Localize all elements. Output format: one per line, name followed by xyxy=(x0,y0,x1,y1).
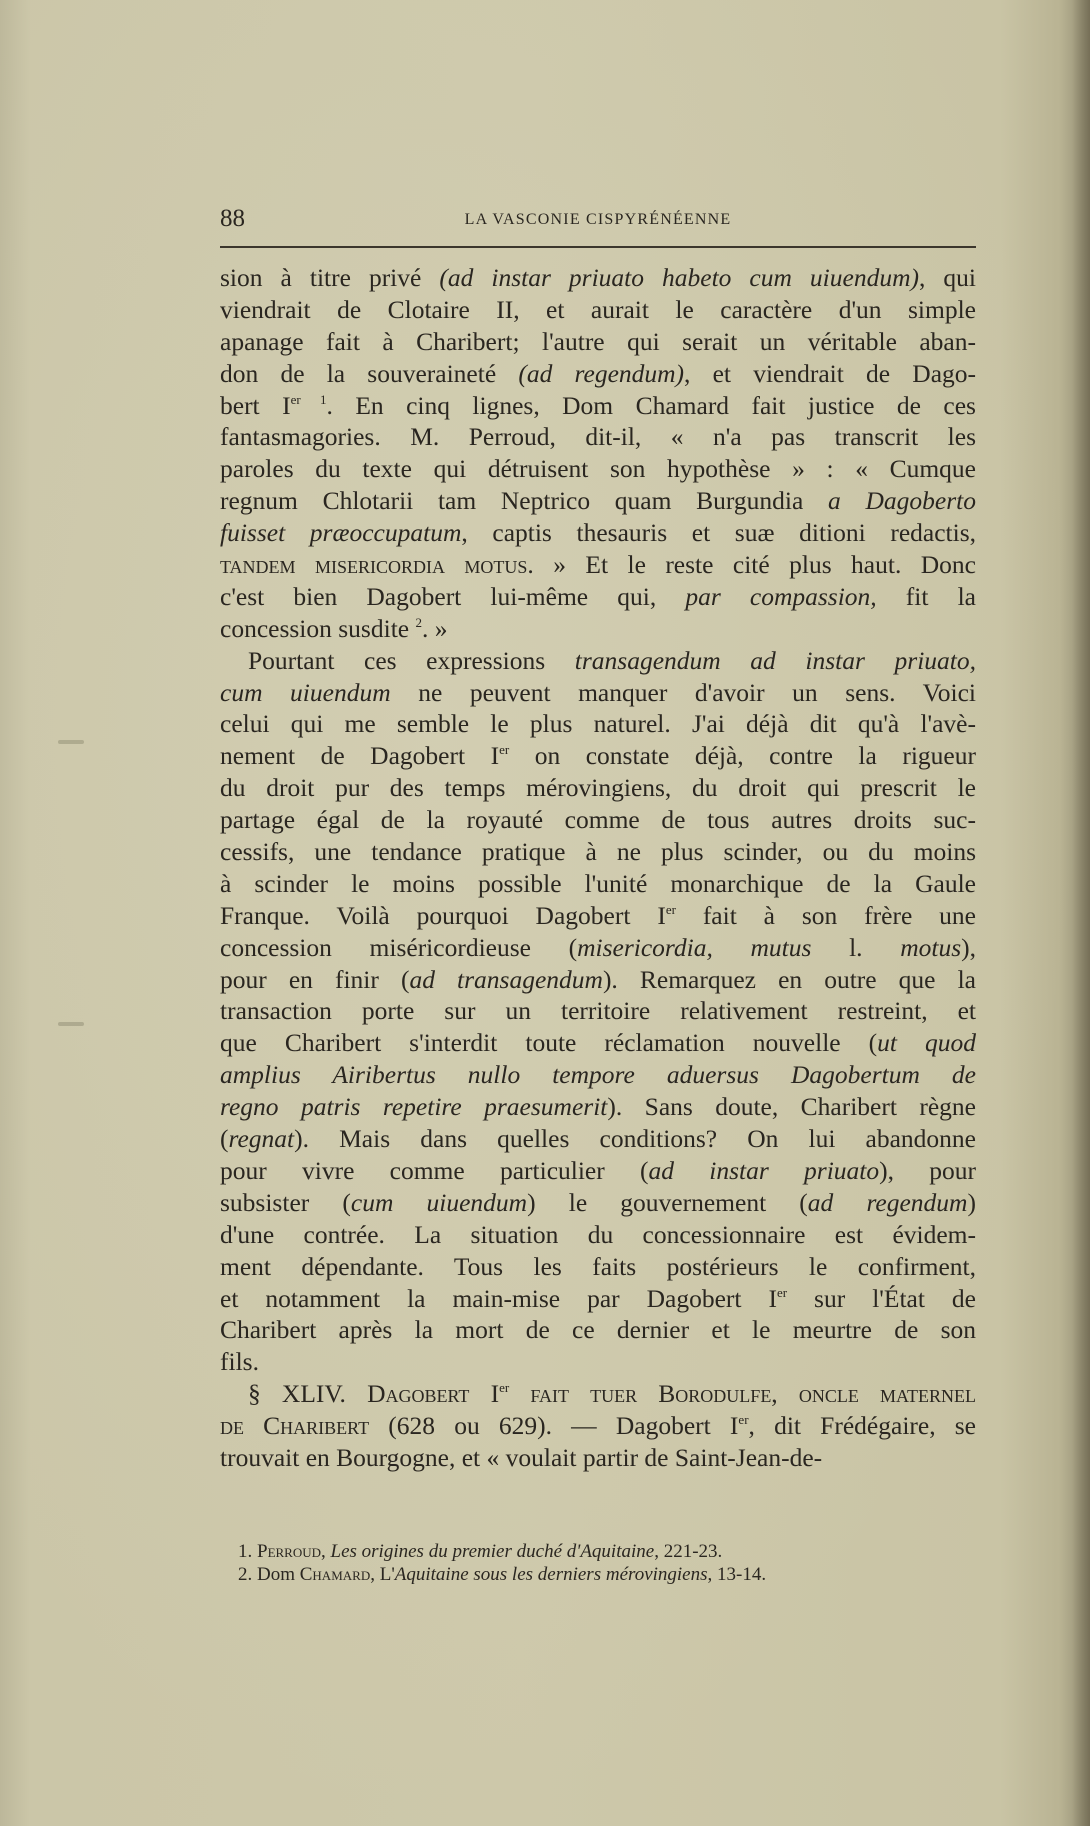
margin-mark xyxy=(58,740,84,744)
italic-text: ut quod xyxy=(877,1028,976,1058)
text-line xyxy=(220,294,976,326)
text-run: ne peuvent manquer d'avoir un sens. Voici xyxy=(390,677,976,707)
text-run: paroles du texte qui détruisent son hypothèse » : « Cumque xyxy=(220,454,976,484)
text-line xyxy=(220,326,976,358)
text-line xyxy=(220,1378,976,1410)
text-line xyxy=(220,900,976,932)
text-run: partage égal de la royauté comme de tous autres droits suc- xyxy=(220,805,976,835)
text-run: don de la souveraineté xyxy=(220,358,519,388)
text-run: , 221-23. xyxy=(654,1541,723,1562)
text-run: ). Mais dans quelles conditions? On lui abandonne xyxy=(294,1124,976,1154)
italic-text: ad regendum xyxy=(807,1187,968,1217)
text-run: , L' xyxy=(370,1564,395,1585)
italic-text: transagendum ad instar priuato, xyxy=(574,645,976,675)
text-line xyxy=(220,804,976,836)
superscript: er 1 xyxy=(290,391,327,407)
text-line xyxy=(220,1187,976,1219)
text-line xyxy=(220,740,976,772)
italic-text: ad instar priuato xyxy=(648,1155,880,1185)
text-line xyxy=(220,262,976,294)
text-run: 2. Dom xyxy=(238,1564,300,1585)
text-run: et notamment la main-mise par Dagobert I xyxy=(220,1283,777,1313)
text-run: trouvait en Bourgogne, et « voulait partir de Saint-Jean-de- xyxy=(220,1442,823,1472)
text-run: Charibert après la mort de ce dernier et le meurtre de son xyxy=(220,1315,976,1345)
body-text xyxy=(220,262,976,1474)
text-run: , et viendrait de Dago- xyxy=(684,358,977,388)
page-header xyxy=(220,205,976,235)
italic-text: amplius Airibertus nullo tempore aduersus Dagobertum de xyxy=(220,1060,976,1090)
text-run: subsister ( xyxy=(220,1187,351,1217)
superscript: er xyxy=(738,1412,749,1428)
superscript: 2 xyxy=(415,614,422,630)
text-run: fit la xyxy=(876,581,976,611)
text-run: ) xyxy=(967,1187,976,1217)
small-caps-text: tandem misericordia motus. xyxy=(220,550,534,580)
text-run: , qui xyxy=(919,263,976,292)
text-line xyxy=(220,581,976,613)
text-run: ). Sans doute, Charibert règne xyxy=(607,1092,976,1122)
text-run: regnum Chlotarii tam Neptrico quam Burgundia xyxy=(220,486,829,516)
text-run: Pourtant ces expressions xyxy=(248,645,575,675)
text-line xyxy=(220,1123,976,1155)
text-line xyxy=(220,836,976,868)
text-line xyxy=(220,645,976,677)
text-line xyxy=(220,677,976,709)
text-line xyxy=(220,1314,976,1346)
text-run: cessifs, une tendance pratique à ne plus scinder, ou du moins xyxy=(220,837,976,867)
italic-text: fuisset præoccupatum xyxy=(220,518,462,548)
text-run: , captis thesauris et suæ ditioni redactis, xyxy=(461,518,976,548)
italic-text: regnat xyxy=(228,1124,295,1154)
italic-text: misericordia, mutus xyxy=(577,932,812,962)
text-line xyxy=(220,613,976,645)
small-caps-text: de Charibert xyxy=(220,1411,370,1441)
italic-text: regno patris repetire praesumerit xyxy=(220,1092,608,1122)
text-run: à scinder le moins possible l'unité monarchique de la Gaule xyxy=(220,868,976,898)
text-run: bert I xyxy=(220,390,291,420)
footnote xyxy=(232,1563,972,1586)
text-line xyxy=(220,708,976,740)
text-line xyxy=(220,549,976,581)
small-caps-text: Perroud xyxy=(257,1541,322,1562)
italic-text: par compassion, xyxy=(685,581,877,611)
text-line xyxy=(220,517,976,549)
superscript: er xyxy=(665,901,676,917)
text-run: ), pour xyxy=(879,1155,976,1185)
italic-text: cum uiuendum xyxy=(220,677,391,707)
text-line xyxy=(220,1091,976,1123)
text-line xyxy=(220,1155,976,1187)
text-run: ). Remarquez en outre que la xyxy=(602,964,976,994)
italic-text: cum uiuendum xyxy=(350,1187,528,1217)
text-line xyxy=(220,1219,976,1251)
margin-mark xyxy=(58,1022,84,1026)
footnotes xyxy=(232,1540,972,1586)
text-run: celui qui me semble le plus naturel. J'ai déjà dit qu'à l'avè- xyxy=(220,709,976,739)
italic-text: ad transagendum xyxy=(409,964,603,994)
text-run: , dit Frédégaire, se xyxy=(748,1411,977,1441)
text-run: 1. xyxy=(238,1541,257,1562)
footnote xyxy=(232,1540,972,1563)
text-line xyxy=(220,868,976,900)
text-run: § XLIV. xyxy=(248,1379,368,1409)
binding-shadow xyxy=(1072,0,1090,1826)
text-line xyxy=(220,932,976,964)
text-run: , 13-14. xyxy=(707,1564,767,1585)
text-run: nement de Dagobert I xyxy=(220,741,500,771)
text-run: c'est bien Dagobert lui-même qui, xyxy=(220,581,686,611)
text-line xyxy=(220,1059,976,1091)
superscript: er xyxy=(499,1380,510,1396)
text-line xyxy=(220,995,976,1027)
text-run: l. xyxy=(811,932,901,962)
superscript: er xyxy=(499,742,510,758)
italic-text: a Dagoberto xyxy=(828,486,976,516)
text-run: , xyxy=(321,1541,331,1562)
italic-text: motus xyxy=(900,932,962,962)
text-run: . » xyxy=(421,613,448,643)
text-run: . En cinq lignes, Dom Chamard fait justice de ces xyxy=(326,390,976,420)
text-line xyxy=(220,1442,976,1474)
small-caps-text: Dagobert xyxy=(367,1379,470,1409)
text-run: pour en finir ( xyxy=(220,964,410,994)
text-line xyxy=(220,1251,976,1283)
text-run: (628 ou 629). — Dagobert I xyxy=(369,1411,739,1441)
text-line xyxy=(220,1410,976,1442)
text-run: fantasmagories. M. Perroud, dit-il, « n'a pas transcrit les xyxy=(220,422,976,452)
text-line xyxy=(220,358,976,390)
superscript: er xyxy=(776,1284,788,1300)
text-run: ), xyxy=(961,932,976,962)
text-run: viendrait de Clotaire II, et aurait le caractère d'un simple xyxy=(220,294,976,324)
text-run: sur l'État de xyxy=(787,1283,976,1313)
text-run: concession miséricordieuse ( xyxy=(220,932,578,962)
text-run: ( xyxy=(220,1124,229,1154)
text-line xyxy=(220,485,976,517)
text-run: du droit pur des temps mérovingiens, du droit qui prescrit le xyxy=(220,773,976,803)
text-run: I xyxy=(469,1379,500,1409)
small-caps-text: fait tuer Borodulfe, oncle maternel xyxy=(509,1379,976,1409)
text-run: concession susdite xyxy=(220,613,416,643)
text-run: ment dépendante. Tous les faits postérieurs le confirment, xyxy=(220,1251,976,1281)
text-line xyxy=(220,1027,976,1059)
text-line xyxy=(220,1346,976,1378)
italic-text: (ad regendum) xyxy=(518,358,685,388)
italic-text: Les origines du premier duché d'Aquitaine xyxy=(330,1541,655,1562)
text-line xyxy=(220,964,976,996)
text-line xyxy=(220,453,976,485)
text-run: ) le gouvernement ( xyxy=(527,1187,808,1217)
text-line xyxy=(220,390,976,422)
italic-text: Aquitaine sous les derniers mérovingiens xyxy=(394,1564,708,1585)
text-run: fait à son frère une xyxy=(675,900,976,930)
text-run: » Et le reste cité plus haut. Donc xyxy=(533,550,976,580)
text-line xyxy=(220,1283,976,1315)
text-run: transaction porte sur un territoire relativement restreint, et xyxy=(220,996,976,1026)
text-run: que Charibert s'interdit toute réclamation nouvelle ( xyxy=(220,1028,878,1058)
page-number: 88 xyxy=(220,205,245,232)
small-caps-text: Chamard xyxy=(299,1564,371,1585)
text-run: fils. xyxy=(220,1347,259,1377)
text-run: Franque. Voilà pourquoi Dagobert I xyxy=(220,900,666,930)
text-run: pour vivre comme particulier ( xyxy=(220,1155,649,1185)
text-run: on constate déjà, contre la rigueur xyxy=(509,741,976,771)
header-rule xyxy=(220,246,976,248)
italic-text: (ad instar priuato habeto cum uiuendum) xyxy=(439,263,919,292)
text-line xyxy=(220,772,976,804)
text-run: apanage fait à Charibert; l'autre qui serait un véritable aban- xyxy=(220,326,976,356)
running-head: LA VASCONIE CISPYRÉNÉENNE xyxy=(464,211,732,228)
text-run: d'une contrée. La situation du concessionnaire est évidem- xyxy=(220,1219,976,1249)
text-line xyxy=(220,421,976,453)
text-run: sion à titre privé xyxy=(220,263,440,292)
